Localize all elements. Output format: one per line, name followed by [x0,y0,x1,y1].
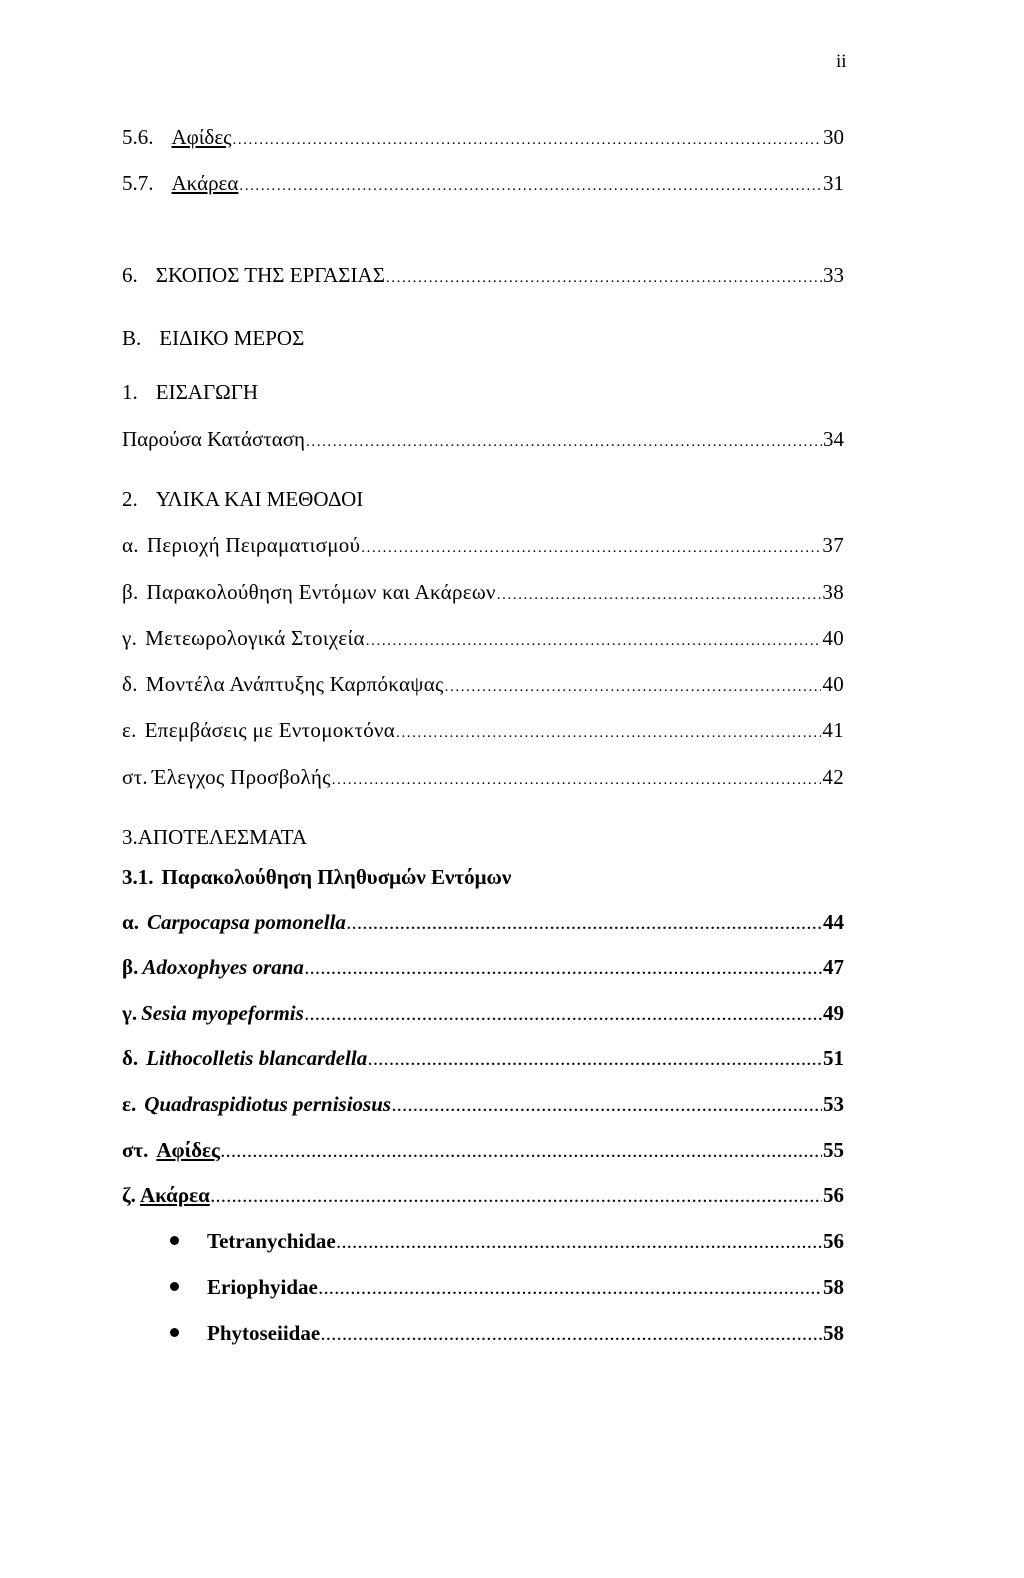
toc-entry[interactable] [122,669,844,699]
toc-section-heading [122,822,844,852]
toc-entry[interactable] [122,998,844,1028]
toc-entry-page: 34 [823,427,844,451]
toc-entry[interactable] [122,577,844,607]
toc-entry-title: ΕΙΣΑΓΩΓΗ [155,380,259,404]
toc-entry-number: γ. [122,1001,138,1025]
toc-entry[interactable] [122,623,844,653]
toc-leader-dots [392,1092,822,1119]
toc-entry[interactable] [170,1272,844,1302]
toc-entry-title: Tetranychidae [207,1229,336,1253]
toc-entry-number: ε. [122,718,137,742]
toc-entry[interactable] [122,762,844,792]
toc-entry[interactable] [122,122,844,152]
toc-entry[interactable] [122,1043,844,1073]
toc-entry-number: β. [122,580,139,604]
toc-entry-title: Περιοχή Πειραματισμού [146,533,361,557]
toc-entry-page: 30 [823,125,844,149]
page-number: ii [836,51,847,72]
toc-entry-number: 5.6. [122,125,154,149]
toc-leader-dots [319,1275,822,1302]
toc-section-heading [122,484,844,514]
toc-entry-title: Lithocolletis blancardella [146,1046,368,1070]
toc-entry[interactable] [170,1318,844,1348]
toc-entry-page: 38 [822,580,844,604]
toc-entry-page: 33 [823,263,844,287]
toc-entry-page: 42 [822,765,844,789]
toc-entry-page: 37 [822,533,844,557]
toc-entry-number: α. [122,910,139,934]
toc-entry[interactable] [122,1089,844,1119]
toc-leader-dots [337,1229,822,1256]
toc-leader-dots [321,1321,822,1348]
bullet-icon [170,1236,179,1245]
toc-entry[interactable] [122,1180,844,1210]
toc-entry-title: Μετεωρολογικά Στοιχεία [145,626,365,650]
toc-entry-number: ε. [122,1092,137,1116]
toc-entry-page: 44 [823,910,844,934]
toc-entry-title: Παρακολούθηση Πληθυσμών Εντόμων [161,865,512,889]
toc-entry-page: 58 [823,1275,844,1299]
toc-entry-number: δ. [122,672,138,696]
toc-entry-page: 49 [823,1001,844,1025]
toc-entry-title: Adoxophyes orana [142,955,304,979]
toc-entry-title: ΥΛΙΚΑ ΚΑΙ ΜΕΘΟΔΟΙ [155,487,364,511]
toc-leader-dots [305,955,822,982]
toc-entry-number: 6. [122,263,138,287]
toc-entry-title: Αφίδες [171,125,232,149]
bullet-icon [170,1328,179,1337]
toc-entry-number: β. [122,955,139,979]
toc-entry[interactable] [122,530,844,560]
toc-entry-title: ΣΚΟΠΟΣ ΤΗΣ ΕΡΓΑΣΙΑΣ [155,263,385,287]
toc-entry-number: 3.1. [122,865,154,889]
toc-entry-title: Phytoseiidae [207,1321,321,1345]
toc-entry-title: Quadraspidiotus pernisiosus [144,1092,392,1116]
toc-entry-page: 40 [822,672,844,696]
toc-entry[interactable] [122,952,844,982]
toc-entry-page: 53 [823,1092,844,1116]
toc-section-heading [122,377,844,407]
toc-entry-number: 5.7. [122,171,154,195]
toc-section-heading [122,323,844,353]
toc-leader-dots [305,1001,822,1028]
bullet-icon [170,1282,179,1291]
toc-entry-title: Αφίδες [156,1138,220,1162]
toc-leader-dots [386,263,822,290]
toc-entry-number: στ. [122,1138,149,1162]
toc-entry-title: Μοντέλα Ανάπτυξης Καρπόκαψας [145,672,444,696]
toc-entry-number: γ. [122,626,138,650]
toc-entry-number: α. [122,533,139,557]
toc-entry-number: Β. [122,326,142,350]
toc-entry-title: ΑΠΟΤΕΛΕΣΜΑΤΑ [137,825,308,849]
toc-leader-dots [211,1183,822,1210]
toc-leader-dots [232,125,822,152]
toc-entry-title: Ακάρεα [171,171,239,195]
toc-entry-title: Carpocapsa pomonella [146,910,346,934]
toc-entry-title: Επεμβάσεις με Εντομοκτόνα [144,718,396,742]
toc-entry-page: 56 [823,1183,844,1207]
toc-entry-title: Eriophyidae [207,1275,318,1299]
toc-entry-number: 2. [122,487,138,511]
toc-entry-page: 40 [822,626,844,650]
toc-entry-number: ζ. [122,1183,136,1207]
toc-leader-dots [445,672,822,699]
toc-entry[interactable] [122,1135,844,1165]
toc-entry-title: Έλεγχος Προσβολής [151,765,331,789]
toc-leader-dots [497,580,822,607]
toc-leader-dots [239,171,822,198]
toc-entry[interactable] [122,715,844,745]
toc-entry-title: ΕΙΔΙΚΟ ΜΕΡΟΣ [159,326,305,350]
toc-entry[interactable] [122,260,844,290]
toc-entry-number: 1. [122,380,138,404]
toc-entry-number: δ. [122,1046,139,1070]
toc-entry-page: 31 [823,171,844,195]
toc-leader-dots [368,1046,822,1073]
toc-subsection-heading [122,862,844,892]
toc-entry[interactable] [170,1226,844,1256]
toc-entry-page: 41 [822,718,844,742]
toc-leader-dots [396,718,821,745]
toc-entry-title: Παρακολούθηση Εντόμων και Ακάρεων [146,580,496,604]
toc-entry-title: Ακάρεα [139,1183,210,1207]
toc-entry-page: 55 [823,1138,844,1162]
toc-leader-dots [221,1138,822,1165]
toc-entry-page: 47 [823,955,844,979]
toc-entry-title: Παρούσα Κατάσταση [122,427,306,451]
toc-entry-number: στ. [122,765,148,789]
toc-entry[interactable] [122,424,844,454]
toc-entry-title: Sesia myopeformis [141,1001,304,1025]
toc-entry-number: 3. [122,825,138,849]
toc-entry-page: 56 [823,1229,844,1253]
toc-leader-dots [366,626,822,653]
toc-leader-dots [306,427,822,454]
toc-entry-page: 58 [823,1321,844,1345]
toc-entry[interactable] [122,168,844,198]
toc-entry[interactable] [122,907,844,937]
toc-entry-page: 51 [823,1046,844,1070]
toc-leader-dots [361,533,821,560]
toc-leader-dots [347,910,822,937]
toc-leader-dots [332,765,822,792]
